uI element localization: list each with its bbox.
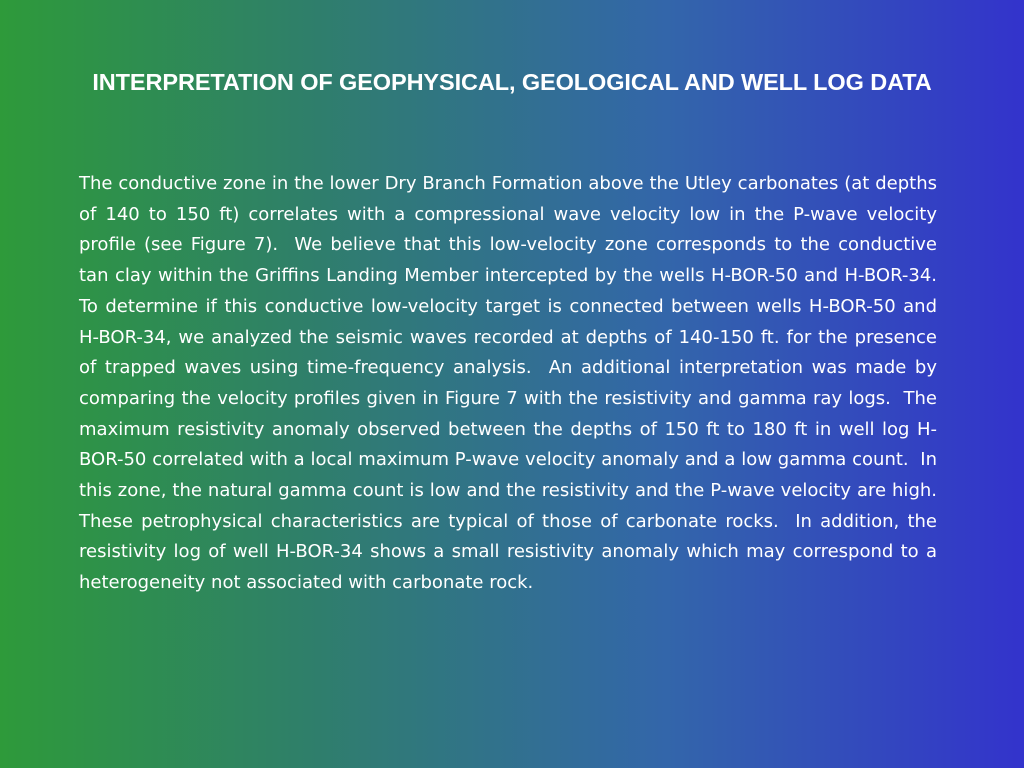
slide-title: INTERPRETATION OF GEOPHYSICAL, GEOLOGICAL AND WELL LOG DATA	[92, 69, 932, 95]
slide-body-text: The conductive zone in the lower Dry Branch Formation above the Utley carbonates (at depths of 140 to 150 ft) correlates with a compressional wave velocity low in the P-wave velocity profile (see Figure 7). We believe that this low-velocity zone corresponds to the conductive tan clay within the Griffins Landing Member intercepted by the wells H-BOR-50 and H-BOR-34. To determine if this conductive low-velocity target is connected between wells H-BOR-50 and H-BOR-34, we analyzed the seismic waves recorded at depths of 140-150 ft. for the presence of trapped waves using time-frequency analysis. An additional interpretation was made by comparing the velocity profiles given in Figure 7 with the resistivity and gamma ray logs. The maximum resistivity anomaly observed between the depths of 150 ft to 180 ft in well log H-BOR-50 correlated with a local maximum P-wave velocity anomaly and a low gamma count. In this zone, the natural gamma count is low and the resistivity and the P-wave velocity are high. These petrophysical characteristics are typical of those of carbonate rocks. In addition, the resistivity log of well H-BOR-34 shows a small resistivity anomaly which may correspond to a heterogeneity not associated with carbonate rock.	[79, 173, 949, 594]
